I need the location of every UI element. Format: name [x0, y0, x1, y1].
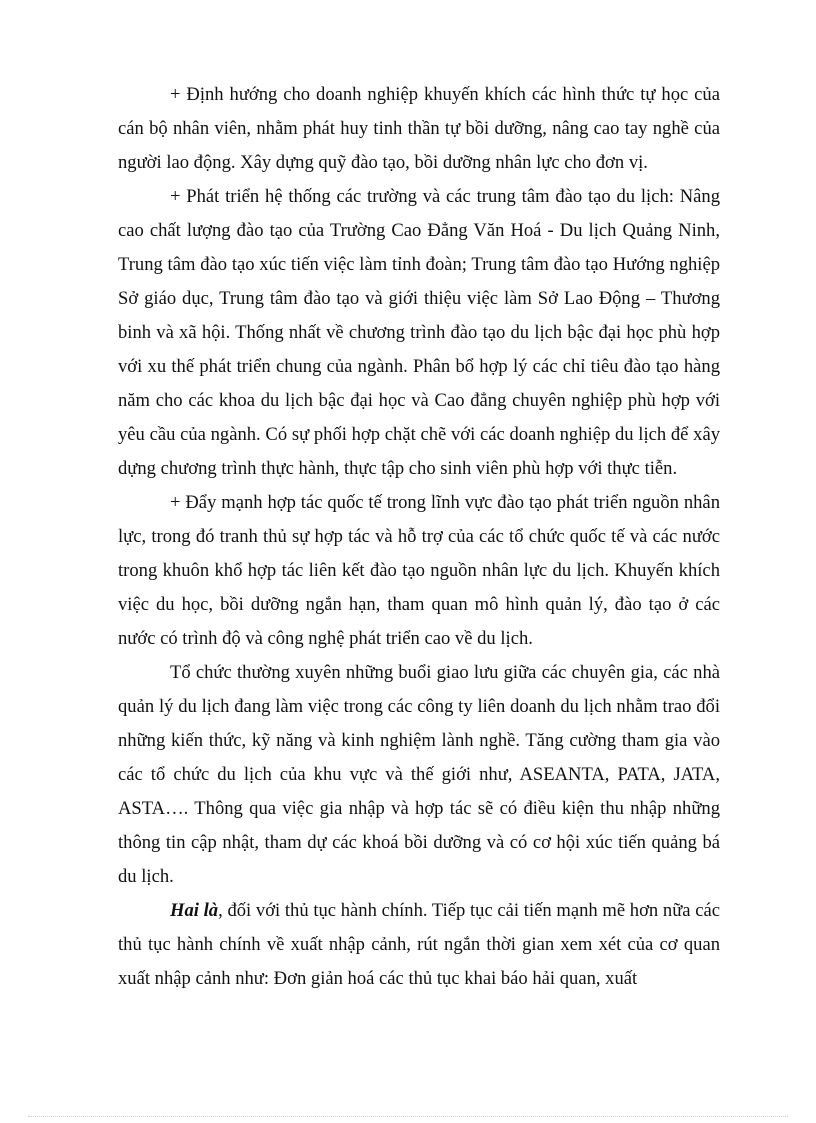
paragraph-text: , đối với thủ tục hành chính. Tiếp tục cải tiến mạnh mẽ hơn nữa các thủ tục hành chính về xuất nhập cảnh, rút ngắn thời gian xem xét của cơ quan xuất nhập cảnh như: Đơn giản hoá các thủ tục khai báo hải quan, xuất — [118, 900, 720, 989]
paragraph-lead: Hai là — [170, 900, 219, 921]
paragraph-text: + Phát triển hệ thống các trường và các trung tâm đào tạo du lịch: Nâng cao chất lượng đào tạo của Trường Cao Đẳng Văn Hoá - Du lịch Quảng Ninh, Trung tâm đào tạo xúc tiến việc làm tỉnh đoàn; Trung tâm đào tạo Hướng nghiệp Sở giáo dục, Trung tâm đào tạo và giới thiệu việc làm Sở Lao Động – Thương binh và xã hội. Thống nhất về chương trình đào tạo du lịch bậc đại học phù hợp với xu thế phát triển chung của ngành. Phân bổ hợp lý các chỉ tiêu đào tạo hàng năm cho các khoa du lịch bậc đại học và Cao đẳng chuyên nghiệp phù hợp với yêu cầu của ngành. Có sự phối hợp chặt chẽ với các doanh nghiệp du lịch để xây dựng chương trình thực hành, thực tập cho sinh viên phù hợp với thực tiễn. — [118, 186, 720, 479]
page-bottom-divider — [28, 1116, 788, 1117]
paragraph-text: Tổ chức thường xuyên những buổi giao lưu giữa các chuyên gia, các nhà quản lý du lịch đang làm việc trong các công ty liên doanh du lịch nhằm trao đổi những kiến thức, kỹ năng và kinh nghiệm lành nghề. Tăng cường tham gia vào các tổ chức du lịch của khu vực và thế giới như, ASEANTA, PATA, JATA, ASTA…. Thông qua việc gia nhập và hợp tác sẽ có điều kiện thu nhập những thông tin cập nhật, tham dự các khoá bồi dưỡng và có cơ hội xúc tiến quảng bá du lịch. — [118, 662, 720, 887]
document-page — [118, 78, 720, 996]
paragraph-administrative-procedures — [118, 894, 720, 996]
paragraph-text: + Định hướng cho doanh nghiệp khuyến khích các hình thức tự học của cán bộ nhân viên, nhằm phát huy tinh thần tự bồi dưỡng, nâng cao tay nghề của người lao động. Xây dựng quỹ đào tạo, bồi dưỡng nhân lực cho đơn vị. — [118, 84, 720, 173]
paragraph-training-enterprise — [118, 78, 720, 180]
paragraph-text: + Đẩy mạnh hợp tác quốc tế trong lĩnh vực đào tạo phát triển nguồn nhân lực, trong đó tranh thủ sự hợp tác và hỗ trợ của các tổ chức quốc tế và các nước trong khuôn khổ hợp tác liên kết đào tạo nguồn nhân lực du lịch. Khuyến khích việc du học, bồi dưỡng ngắn hạn, tham quan mô hình quản lý, đào tạo ở các nước có trình độ và công nghệ phát triển cao về du lịch. — [118, 492, 720, 649]
paragraph-training-schools — [118, 180, 720, 486]
paragraph-exchange-events — [118, 656, 720, 894]
paragraph-international-cooperation — [118, 486, 720, 656]
